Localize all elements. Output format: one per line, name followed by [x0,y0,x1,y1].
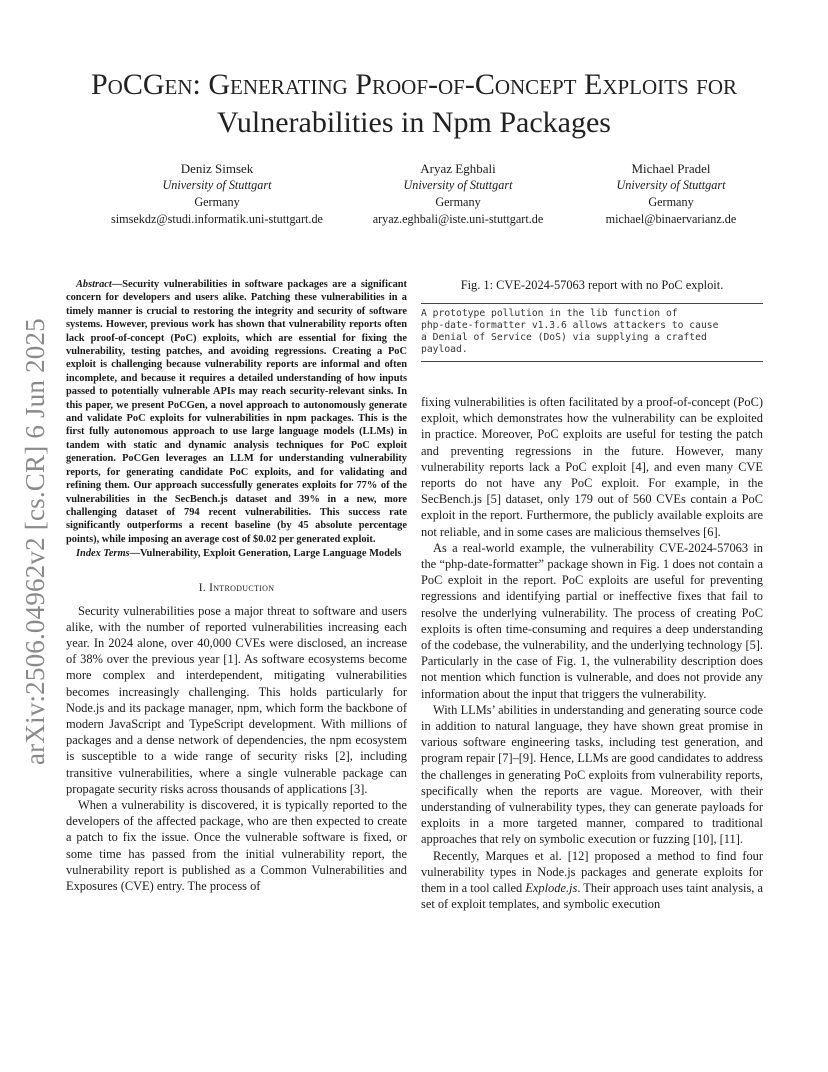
paragraph: Security vulnerabilities pose a major threat to software and users alike, with the number of reported vulnerabilities increasing each year. In 2024 alone, over 40,000 CVEs were disclosed, an increase of 38% over the previous year [1]. As software ecosystems become more complex and interdependent, mitigating vulnerabilities becomes increasingly challenging. This holds particularly for Node.js and its package manager, npm, which form the backbone of modern JavaScript and TypeScript development. With millions of packages and a dense network of dependencies, the npm ecosystem is susceptible to a wide range of security risks [2], including transitive vulnerabilities, where a single vulnerable package can propagate security risks across thousands of applications [3]. [66,603,407,796]
arxiv-identifier: arXiv:2506.04962v2 [cs.CR] 6 Jun 2025 [20,318,50,765]
abstract-body: —Security vulnerabilities in software packages are a significant concern for developers and users alike. Patching these vulnerabilities in a timely manner is crucial to restoring the integrity and security of software systems. However, previous work has shown that vulnerability reports often lack proof-of-concept (PoC) exploits, which are essential for fixing the vulnerability, testing patches, and avoiding regressions. Creating a PoC exploit is challenging because vulnerability reports are informal and often incomplete, and because it requires a detailed understanding of how inputs passed to potentially vulnerable APIs may reach security-relevant sinks. In this paper, we present PoCGen, a novel approach to autonomously generate and validate PoC exploits for vulnerabilities in npm packages. This is the first fully autonomous approach to use large language models (LLMs) in tandem with static and dynamic analysis techniques for PoC exploit generation. PoCGen leverages an LLM for understanding vulnerability reports, for generating candidate PoC exploits, and for validating and refining them. Our approach successfully generates exploits for 77% of the vulnerabilities in the SecBench.js dataset and 39% in a new, more challenging dataset of 794 recent vulnerabilities. This success rate significantly outperforms a recent baseline (by 45 absolute percentage points), while imposing an average cost of $0.02 per generated exploit. [66,279,407,545]
author-affiliation: University of Stuttgart [616,178,726,192]
code-line: php-date-formatter v1.3.6 allows attackers to cause [421,320,719,331]
figure-code-listing [421,303,763,362]
author-name: Aryaz Eghbali [420,161,496,176]
paragraph-text: . Their approach uses taint analysis, a set of exploit templates, and symbolic execution [421,881,763,912]
abstract [66,278,407,546]
author-email: simsekdz@studi.informatik.uni-stuttgart.de [111,212,323,226]
abstract-lead: Abstract [76,279,112,290]
author-2 [358,160,558,228]
paragraph: With LLMs’ abilities in understanding and generating source code in addition to natural language, they have shown great promise in various software engineering tasks, including test generation, and program repair [7]–[9]. Hence, LLMs are good candidates to address the challenges in generating PoC exploits from vulnerability reports, specifically when the reports are vague. Moreover, with their understanding of vulnerability types, they can generate payloads for exploits in a more targeted manner, compared to traditional approaches that rely on symbolic execution or fuzzing [10], [11]. [421,702,763,847]
author-country: Germany [648,195,694,209]
left-column [66,278,407,894]
author-country: Germany [435,195,481,209]
code-line: A prototype pollution in the lib function of [421,308,678,319]
section-heading-introduction: I. Introduction [198,581,275,594]
paragraph: When a vulnerability is discovered, it is typically reported to the developers of the affected package, who are then expected to create a patch to fix the issue. Once the vulnerable software is fixed, or some time has passed from the initial vulnerability report, the vulnerability report is published as a Common Vulnerabilities and Exposures (CVE) entry. The process of [66,797,407,893]
index-terms-body: —Vulnerability, Exploit Generation, Large Language Models [129,548,402,560]
author-country: Germany [194,195,240,209]
author-block [60,160,780,240]
author-name: Deniz Simsek [180,161,254,176]
paragraph: fixing vulnerabilities is often facilitated by a proof-of-concept (PoC) exploit, which demonstrates how the vulnerability can be exploited in practice. Moreover, PoC exploits are useful for testing the patch and preventing regressions in the future. However, many vulnerability reports lack a PoC exploit [4], and even many CVE reports do not have any PoC exploit. For example, in the SecBench.js [5] dataset, only 179 out of 560 CVEs contain a PoC exploit in the report. Furthermore, the publicly available exploits are not reliable, and in some cases are malicious themselves [6]. [421,395,763,539]
tool-name: Explode.js [525,881,578,896]
author-3 [571,160,771,228]
title-line-1: PoCGen: Generating Proof-of-Concept Exploits for [90,68,738,101]
code-line: payload. [421,344,468,355]
author-1 [97,160,337,228]
title-line-2: Vulnerabilities in Npm Packages [217,106,611,139]
author-email: michael@binaervarianz.de [605,212,737,226]
index-terms [66,547,407,560]
paragraph-text: Recently, Marques et al. [12] proposed a method to find four vulnerability types in Node.js packages and generate exploits for them in a tool called [421,848,763,896]
paper-title [40,66,788,142]
author-name: Michael Pradel [631,161,711,176]
author-affiliation: University of Stuttgart [162,178,272,192]
figure-caption: Fig. 1: CVE-2024-57063 report with no PoC exploit. [460,278,724,292]
index-terms-lead: Index Terms [76,548,130,560]
right-column [421,278,763,913]
author-email: aryaz.eghbali@iste.uni-stuttgart.de [372,212,544,226]
paragraph [421,848,763,913]
code-line: a Denial of Service (DoS) via supplying a crafted [421,332,707,343]
paragraph: As a real-world example, the vulnerability CVE-2024-57063 in the “php-date-formatter” package shown in Fig. 1 does not contain a PoC exploit in the report. PoC exploits are useful for preventing regressions and identifying partial or ineffective fixes that fail to resolve the underlying vulnerability. The process of creating PoC exploits is often time-consuming and requires a deep understanding of the codebase, the vulnerability, and the underlying technology [5]. Particularly in the case of Fig. 1, the vulnerability description does not mention which function is vulnerable, and does not provide any information about the input that triggers the vulnerability. [421,540,763,701]
author-affiliation: University of Stuttgart [403,178,513,192]
